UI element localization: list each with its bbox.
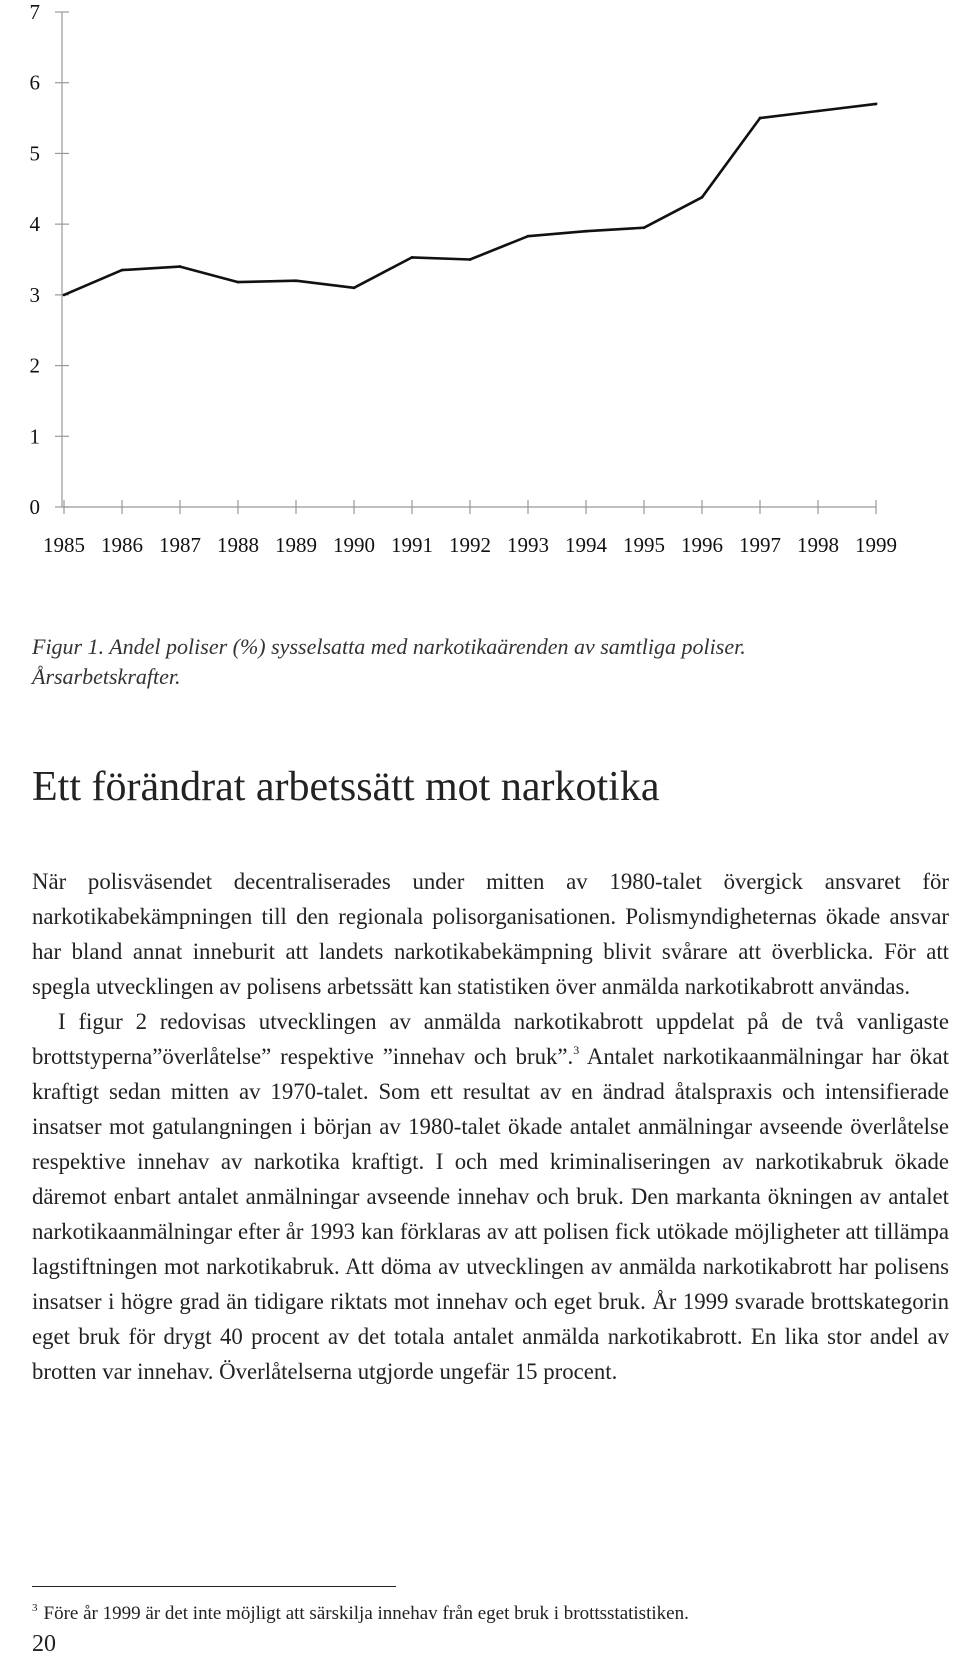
- footnote: [32, 1602, 932, 1626]
- y-tick-label: 3: [29, 282, 40, 307]
- data-point: [701, 196, 704, 199]
- y-tick-label: 0: [29, 495, 40, 519]
- y-tick-label: 1: [29, 424, 40, 449]
- page-number: 20: [32, 1631, 56, 1657]
- x-tick-label: 1991: [391, 533, 433, 557]
- y-tick-label: 5: [29, 141, 40, 166]
- data-point: [759, 117, 762, 120]
- figure-caption: [32, 632, 932, 692]
- data-point: [353, 286, 356, 289]
- data-point: [817, 110, 820, 113]
- x-axis: [43, 500, 897, 557]
- x-tick-label: 1997: [739, 533, 781, 557]
- x-tick-label: 1987: [159, 533, 201, 557]
- x-tick-label: 1986: [101, 533, 143, 557]
- data-point: [63, 293, 66, 296]
- y-tick-label: 4: [29, 212, 40, 237]
- y-tick-label: 6: [29, 70, 40, 95]
- x-tick-label: 1988: [217, 533, 259, 557]
- data-point: [643, 226, 646, 229]
- paragraph-2: [32, 1004, 949, 1389]
- body-text: [32, 864, 949, 1389]
- section-heading: Ett förändrat arbetssätt mot narkotika: [32, 764, 660, 810]
- x-tick-label: 1998: [797, 533, 839, 557]
- x-tick-label: 1993: [507, 533, 549, 557]
- data-point: [469, 258, 472, 261]
- x-tick-label: 1992: [449, 533, 491, 557]
- series-line: [63, 103, 878, 297]
- y-tick-label: 2: [29, 353, 40, 378]
- x-tick-label: 1985: [43, 533, 85, 557]
- y-axis: [30, 0, 70, 519]
- footnote-reference: 3: [573, 1043, 580, 1057]
- data-point: [875, 103, 878, 106]
- data-point: [295, 279, 298, 282]
- footnote-divider: [32, 1586, 396, 1587]
- paragraph-2-start: I figur 2 redovisas utvecklingen av anmälda narkotikabrott uppdelat på de två vanligaste brottstyperna”överlåtelse” respektive ”innehav och bruk”.: [32, 1009, 949, 1069]
- x-tick-label: 1999: [855, 533, 897, 557]
- x-tick-label: 1994: [565, 533, 607, 557]
- data-point: [411, 256, 414, 259]
- x-tick-label: 1989: [275, 533, 317, 557]
- footnote-text: Före år 1999 är det inte möjligt att särskilja innehav från eget bruk i brottsstatistiken.: [43, 1603, 689, 1624]
- paragraph-2-rest: Antalet narkotikaanmälningar har ökat kraftigt sedan mitten av 1970-talet. Som ett resultat av en ändrad åtalspraxis och intensifierade insatser mot gatulangningen i början av 1980-talet ökade antalet anmälningar avseende överlåtelse respektive innehav av narkotika kraftigt. I och med kriminaliseringen av narkotikabruk ökade däremot enbart antalet anmälningar avseende innehav och bruk. Den markanta ökningen av antalet narkotikaanmälningar efter år 1993 kan förklaras av att polisen fick utökade möjligheter att tillämpa lagstiftningen mot narkotikabruk. Att döma av utvecklingen av anmälda narkotikabrott har polisens insatser i högre grad än tidigare riktats mot innehav och eget bruk. År 1999 svarade brottskategorin eget bruk för drygt 40 procent av det totala antalet anmälda narkotikabrott. En lika stor andel av brotten var innehav. Överlåtelserna utgjorde ungefär 15 procent.: [32, 1044, 949, 1384]
- series-polyline: [64, 104, 876, 295]
- data-point: [121, 269, 124, 272]
- x-tick-label: 1996: [681, 533, 723, 557]
- figure-caption-line-2: Årsarbetskrafter.: [32, 664, 181, 689]
- footnote-marker: 3: [32, 1602, 38, 1614]
- paragraph-1: När polisväsendet decentraliserades under mitten av 1980-talet övergick ansvaret för narkotikabekämpningen till den regionala polisorganisationen. Polismyndigheternas ökade ansvar har bland annat inneburit att landets narkotikabekämpning blivit svårare att överblicka. För att spegla utvecklingen av polisens arbetssätt kan statistiken över anmälda narkotikabrott användas.: [32, 869, 949, 999]
- x-tick-label: 1990: [333, 533, 375, 557]
- x-tick-label: 1995: [623, 533, 665, 557]
- y-tick-label: 7: [29, 0, 40, 24]
- data-point: [527, 235, 530, 238]
- figure-caption-line-1: Figur 1. Andel poliser (%) sysselsatta med narkotikaärenden av samtliga poliser.: [32, 634, 746, 659]
- data-point: [585, 230, 588, 233]
- data-point: [237, 281, 240, 284]
- line-chart: [0, 0, 960, 560]
- data-point: [179, 265, 182, 268]
